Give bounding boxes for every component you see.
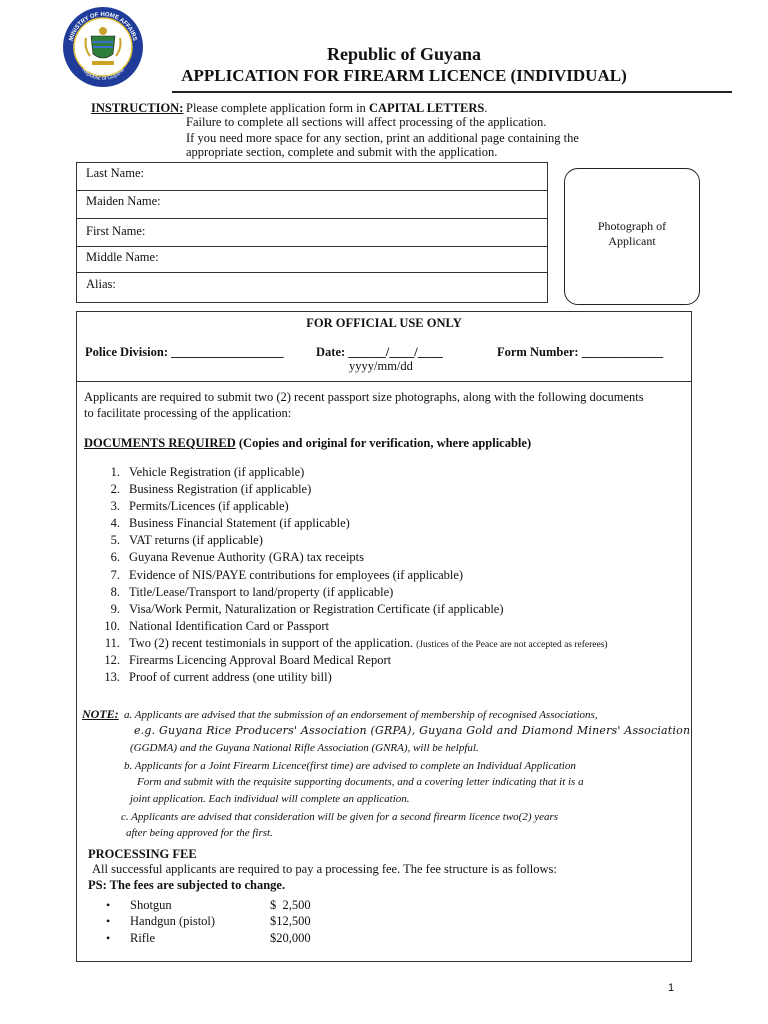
instruction-line-2: Failure to complete all sections will affect processing of the application. <box>186 115 547 129</box>
first-name-label: First Name: <box>86 224 146 238</box>
document-item-text <box>129 670 332 685</box>
document-item-text <box>129 585 393 600</box>
document-item-number: 11. <box>104 636 120 650</box>
intro-line-1: Applicants are required to submit two (2) recent passport size photographs, along with the following documents <box>84 390 644 404</box>
note-b-line-3: joint application. Each individual will complete an application. <box>130 793 410 805</box>
document-item-label: Visa/Work Permit, Naturalization or Registration Certificate (if applicable) <box>129 602 504 616</box>
fee-amount: $ 2,500 <box>270 898 311 912</box>
bullet-icon: • <box>106 931 111 945</box>
document-item-text <box>129 636 608 651</box>
instruction-label: INSTRUCTION: <box>91 101 184 115</box>
photo-label-line-1: Photograph of <box>597 219 667 233</box>
note-c-line-2: after being approved for the first. <box>126 827 273 839</box>
form-number-field[interactable]: Form Number: _____________ <box>497 345 663 359</box>
last-name-label: Last Name: <box>86 166 144 180</box>
document-item-note: (Justices of the Peace are not accepted as referees) <box>416 640 608 650</box>
document-item-number: 1. <box>110 465 120 479</box>
page-number: 1 <box>668 982 675 994</box>
document-item-label: Business Registration (if applicable) <box>129 482 312 496</box>
fees-change-note: PS: The fees are subjected to change. <box>88 878 286 892</box>
alias-label: Alias: <box>86 277 116 291</box>
bullet-icon: • <box>106 914 111 928</box>
document-item-number: 5. <box>110 533 120 547</box>
document-item-number: 2. <box>110 482 120 496</box>
fee-name: Rifle <box>130 931 155 945</box>
svg-text:Republic of Guyana: Republic of Guyana <box>80 67 126 83</box>
country-title: Republic of Guyana <box>326 44 482 64</box>
document-item-label: Evidence of NIS/PAYE contributions for employees (if applicable) <box>129 568 464 582</box>
processing-fee-intro: All successful applicants are required to pay a processing fee. The fee structure is as follows: <box>92 862 557 876</box>
date-format-hint: yyyy/mm/dd <box>349 359 413 373</box>
fee-amount: $12,500 <box>270 914 311 928</box>
document-item-text <box>129 516 350 531</box>
document-item-number: 3. <box>110 499 120 513</box>
document-item-label: Permits/Licences (if applicable) <box>129 499 289 513</box>
processing-fee-heading: PROCESSING FEE <box>88 847 197 861</box>
first-name-field[interactable] <box>76 218 548 247</box>
note-label: NOTE: <box>82 707 119 721</box>
document-item-text <box>129 465 304 480</box>
official-section-divider <box>77 381 691 382</box>
last-name-field[interactable] <box>76 162 548 191</box>
document-item-label: Firearms Licencing Approval Board Medical Report <box>129 653 392 667</box>
document-item-text <box>129 653 391 668</box>
police-division-field[interactable]: Police Division: __________________ <box>85 345 284 359</box>
note-a-line-2: e.g. Guyana Rice Producers' Association (GRPA), Guyana Gold and Diamond Miners' Association <box>134 724 691 737</box>
document-item-text <box>129 482 311 497</box>
document-item-number: 13. <box>104 670 120 684</box>
official-use-title: FOR OFFICIAL USE ONLY <box>306 316 462 330</box>
svg-text:MINISTRY OF HOME AFFAIRS: MINISTRY OF HOME AFFAIRS <box>68 11 138 42</box>
document-item-label: VAT returns (if applicable) <box>129 533 263 547</box>
note-a-line-1: a. Applicants are advised that the submission of an endorsement of membership of recognised Associations, <box>124 709 598 721</box>
note-b-line-1: b. Applicants for a Joint Firearm Licence(first time) are advised to complete an Individual Application <box>124 760 576 772</box>
instruction-line-4: appropriate section, complete and submit with the application. <box>186 145 498 159</box>
document-item-label: Vehicle Registration (if applicable) <box>129 465 305 479</box>
document-item-text <box>129 619 329 634</box>
fee-name: Handgun (pistol) <box>130 914 216 928</box>
form-title: APPLICATION FOR FIREARM LICENCE (INDIVIDUAL) <box>181 66 627 85</box>
documents-list <box>100 465 690 690</box>
document-item-label: Two (2) recent testimonials in support of the application. <box>129 636 414 650</box>
document-item-label: Proof of current address (one utility bill) <box>129 670 332 684</box>
document-item-text <box>129 533 263 548</box>
applicant-photo-box[interactable] <box>564 168 700 305</box>
document-item-number: 7. <box>110 568 120 582</box>
document-item-number: 4. <box>110 516 120 530</box>
document-item-label: National Identification Card or Passport <box>129 619 329 633</box>
document-item-label: Business Financial Statement (if applicable) <box>129 516 350 530</box>
document-item-number: 8. <box>110 585 120 599</box>
maiden-name-field[interactable] <box>76 190 548 219</box>
photo-label-line-2: Applicant <box>608 234 656 248</box>
maiden-name-label: Maiden Name: <box>86 194 161 208</box>
note-a-line-3: (GGDMA) and the Guyana National Rifle Association (GNRA), will be helpful. <box>130 742 479 754</box>
document-item-number: 9. <box>110 602 120 616</box>
note-c-line-1: c. Applicants are advised that consideration will be given for a second firearm licence two(2) years <box>121 811 559 823</box>
document-item-number: 10. <box>104 619 120 633</box>
intro-line-2: to facilitate processing of the application: <box>84 406 292 420</box>
date-field[interactable]: Date: ______/____/____ <box>316 345 443 359</box>
middle-name-field[interactable] <box>76 246 548 273</box>
document-item-label: Title/Lease/Transport to land/property (if applicable) <box>129 585 394 599</box>
instruction-line-3: If you need more space for any section, print an additional page containing the <box>186 131 579 145</box>
note-b-line-2: Form and submit with the requisite supporting documents, and a covering letter indicating that it is a <box>137 776 584 788</box>
alias-field[interactable] <box>76 272 548 303</box>
documents-heading: DOCUMENTS REQUIRED (Copies and original for verification, where applicable) <box>84 436 532 450</box>
title-divider <box>172 91 732 93</box>
fee-amount: $20,000 <box>270 931 311 945</box>
document-item-text <box>129 568 463 583</box>
fee-list <box>106 898 406 958</box>
bullet-icon: • <box>106 898 111 912</box>
fee-name: Shotgun <box>130 898 172 912</box>
document-item-label: Guyana Revenue Authority (GRA) tax receipts <box>129 550 365 564</box>
instruction-line-1: Please complete application form in CAPITAL LETTERS. <box>186 101 488 115</box>
document-item-number: 6. <box>110 550 120 564</box>
document-item-text <box>129 550 364 565</box>
middle-name-label: Middle Name: <box>86 250 159 264</box>
document-item-number: 12. <box>104 653 120 667</box>
document-item-text <box>129 602 504 617</box>
document-item-text <box>129 499 289 514</box>
